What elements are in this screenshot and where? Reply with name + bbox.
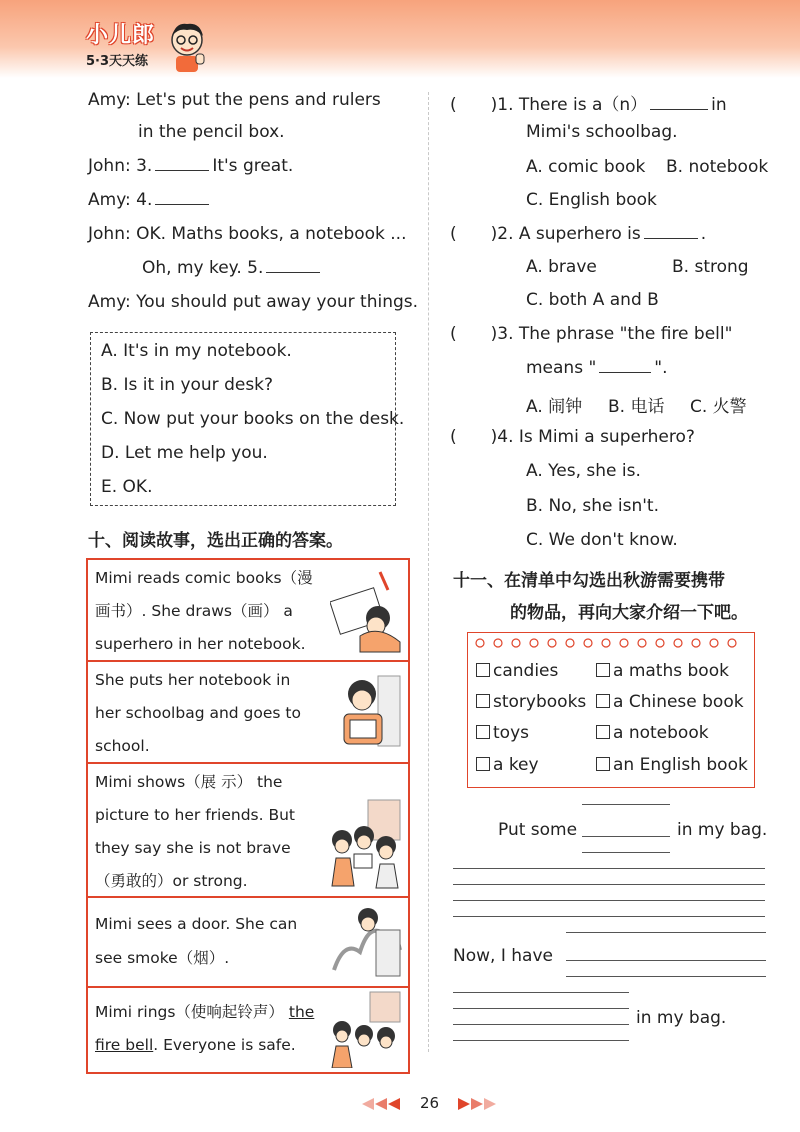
answer-blank-4[interactable] [155, 190, 209, 205]
column-divider [428, 92, 429, 1052]
q2-line-1 [450, 224, 706, 244]
checkbox-icon[interactable] [476, 663, 490, 677]
check-candies-label: candies [493, 661, 559, 681]
q3-close-quote: ". [654, 358, 668, 378]
checklist-card [467, 632, 755, 788]
girl-drawing-illustration [330, 564, 404, 654]
in-my-bag-label-2: in my bag. [636, 1008, 727, 1028]
writing-line[interactable] [453, 884, 765, 885]
writing-line[interactable] [453, 992, 629, 993]
answer-blank-5[interactable] [266, 258, 320, 273]
check-notebook-label: a notebook [613, 723, 709, 743]
story-3-line-4: （勇敢的）or strong. [95, 872, 248, 890]
q3-option-b: B. 电话 [608, 397, 665, 417]
writing-line[interactable] [453, 1024, 629, 1025]
checkbox-icon[interactable] [476, 694, 490, 708]
q2-open-paren: ( [450, 224, 457, 244]
q3-option-c: C. 火警 [690, 397, 747, 417]
q3-blank[interactable] [599, 358, 651, 373]
writing-line[interactable] [566, 976, 766, 977]
option-b: B. Is it in your desk? [101, 375, 274, 395]
story-cell-5 [88, 986, 408, 1072]
now-i-have-label: Now, I have [453, 946, 553, 966]
story-2-line-3: school. [95, 737, 150, 755]
writing-line[interactable] [582, 852, 670, 853]
girl-schoolbag-illustration [330, 666, 404, 756]
boy-thumbs-up-icon [164, 18, 210, 74]
smoke-door-illustration [330, 900, 404, 982]
section-11-title-1: 十一、在清单中勾选出秋游需要携带 [453, 571, 725, 591]
dialogue-line-6-label: Oh, my key. 5. [142, 258, 264, 278]
dialogue-line-3-tail: It's great. [212, 156, 294, 176]
dialogue-line-7: Amy: You should put away your things. [88, 292, 419, 312]
q1-blank[interactable] [650, 95, 708, 110]
check-notebook[interactable] [596, 723, 709, 743]
option-e: E. OK. [101, 477, 153, 497]
story-5-line-1 [95, 996, 314, 1029]
writing-line[interactable] [453, 916, 765, 917]
answer-blank-3[interactable] [155, 156, 209, 171]
option-a: A. It's in my notebook. [101, 341, 292, 361]
q3-means: means " [526, 358, 597, 378]
check-toys[interactable] [476, 723, 529, 743]
logo-title: 小儿郎 [86, 23, 156, 48]
story-3-line-1: Mimi shows（展 示） the [95, 773, 283, 791]
writing-line[interactable] [453, 1008, 629, 1009]
fire-bell-illustration [326, 990, 404, 1068]
q2-option-a: A. brave [526, 257, 597, 277]
q1-option-a: A. comic book [526, 157, 646, 177]
dialogue-line-3-label: John: 3. [88, 156, 153, 176]
writing-line[interactable] [453, 900, 765, 901]
q3-option-a: A. 闹钟 [526, 397, 583, 417]
section-11-title-2: 的物品，再向大家介绍一下吧。 [510, 603, 748, 623]
logo-subtitle: 5·3天天练 [86, 54, 149, 69]
brand-logo [86, 18, 226, 74]
checkbox-icon[interactable] [596, 725, 610, 739]
story-panel [86, 558, 410, 1074]
page-number: 26 [420, 1094, 440, 1112]
story-cell-1 [88, 560, 408, 662]
q1-in: in [711, 95, 727, 115]
story-4-line-2: see smoke（烟）. [95, 949, 230, 967]
writing-line[interactable] [453, 1040, 629, 1041]
friends-group-illustration [324, 796, 404, 892]
q1-stem: )1. There is a（n） [490, 95, 648, 115]
q1-option-c: C. English book [526, 190, 657, 210]
q2-period: . [700, 224, 707, 244]
checkbox-icon[interactable] [596, 757, 610, 771]
check-key[interactable] [476, 755, 539, 775]
story-cell-2 [88, 660, 408, 764]
q1-line-1 [450, 90, 727, 115]
check-storybooks[interactable] [476, 692, 586, 712]
story-1-line-3: superhero in her notebook. [95, 635, 306, 653]
checkbox-icon[interactable] [476, 725, 490, 739]
story-2-line-1: She puts her notebook in [95, 671, 291, 689]
q2-stem: )2. A superhero is [490, 224, 641, 244]
check-english-book[interactable] [596, 755, 748, 775]
story-5-underline-the: the [288, 1003, 315, 1021]
q3-open-paren: ( [450, 324, 457, 344]
check-candies[interactable] [476, 661, 558, 681]
story-3-line-3: they say she is not brave [95, 839, 291, 857]
q2-option-b: B. strong [672, 257, 749, 277]
q3-line-1 [450, 324, 732, 344]
check-chinese-book-label: a Chinese book [613, 692, 744, 712]
section-10-title: 十、阅读故事，选出正确的答案。 [88, 531, 343, 551]
notebook-rings-icon [474, 637, 746, 649]
checkbox-icon[interactable] [596, 663, 610, 677]
dialogue-line-5: John: OK. Maths books, a notebook ... [88, 224, 407, 244]
in-my-bag-label: in my bag. [677, 820, 768, 840]
story-4-line-1: Mimi sees a door. She can [95, 915, 298, 933]
q4-line-1 [450, 427, 695, 447]
checkbox-icon[interactable] [596, 694, 610, 708]
check-maths-book[interactable] [596, 661, 729, 681]
writing-line[interactable] [566, 932, 766, 933]
right-arrows-icon [456, 1098, 496, 1110]
story-5-underline-fire-bell: fire bell [95, 1036, 154, 1054]
check-maths-book-label: a maths book [613, 661, 729, 681]
dialogue-line-3 [88, 156, 293, 176]
put-some-label: Put some [498, 820, 578, 840]
q4-option-b: B. No, she isn't. [526, 496, 659, 516]
story-5-prefix: Mimi rings（使响起铃声） [95, 1003, 284, 1021]
check-storybooks-label: storybooks [493, 692, 587, 712]
writing-line[interactable] [566, 960, 766, 961]
check-key-label: a key [493, 755, 539, 775]
q2-blank[interactable] [644, 224, 698, 239]
dialogue-line-6 [142, 258, 323, 278]
story-5-suffix: . Everyone is safe. [153, 1036, 296, 1054]
story-5-line-2 [95, 1029, 296, 1062]
q1-line-2: Mimi's schoolbag. [526, 122, 678, 142]
dialogue-line-4 [88, 190, 212, 210]
q2-option-c: C. both A and B [526, 290, 659, 310]
writing-line[interactable] [582, 804, 670, 805]
q1-option-b: B. notebook [666, 157, 769, 177]
writing-line[interactable] [453, 868, 765, 869]
q4-option-a: A. Yes, she is. [526, 461, 641, 481]
story-cell-4 [88, 896, 408, 988]
q4-stem: )4. Is Mimi a superhero? [490, 427, 695, 447]
option-d: D. Let me help you. [101, 443, 268, 463]
q4-option-c: C. We don't know. [526, 530, 678, 550]
story-cell-3 [88, 762, 408, 898]
page-footer [362, 1092, 502, 1116]
checkbox-icon[interactable] [476, 757, 490, 771]
story-1-line-1: Mimi reads comic books（漫 [95, 569, 313, 587]
q1-open-paren: ( [450, 95, 457, 115]
dialogue-line-4-label: Amy: 4. [88, 190, 153, 210]
dialogue-line-1: Amy: Let's put the pens and rulers [88, 90, 381, 110]
writing-line[interactable] [582, 836, 670, 837]
story-2-line-2: her schoolbag and goes to [95, 704, 301, 722]
check-chinese-book[interactable] [596, 692, 744, 712]
dialogue-line-2: in the pencil box. [138, 122, 285, 142]
q3-line-2 [526, 358, 668, 378]
check-toys-label: toys [493, 723, 529, 743]
q4-open-paren: ( [450, 427, 457, 447]
story-1-line-2: 画书）. She draws（画） a [95, 602, 293, 620]
option-c: C. Now put your books on the desk. [101, 409, 405, 429]
check-english-book-label: an English book [613, 755, 748, 775]
left-arrows-icon [362, 1098, 402, 1110]
story-3-line-2: picture to her friends. But [95, 806, 296, 824]
q3-stem: )3. The phrase "the fire bell" [490, 324, 733, 344]
options-box [90, 332, 405, 506]
